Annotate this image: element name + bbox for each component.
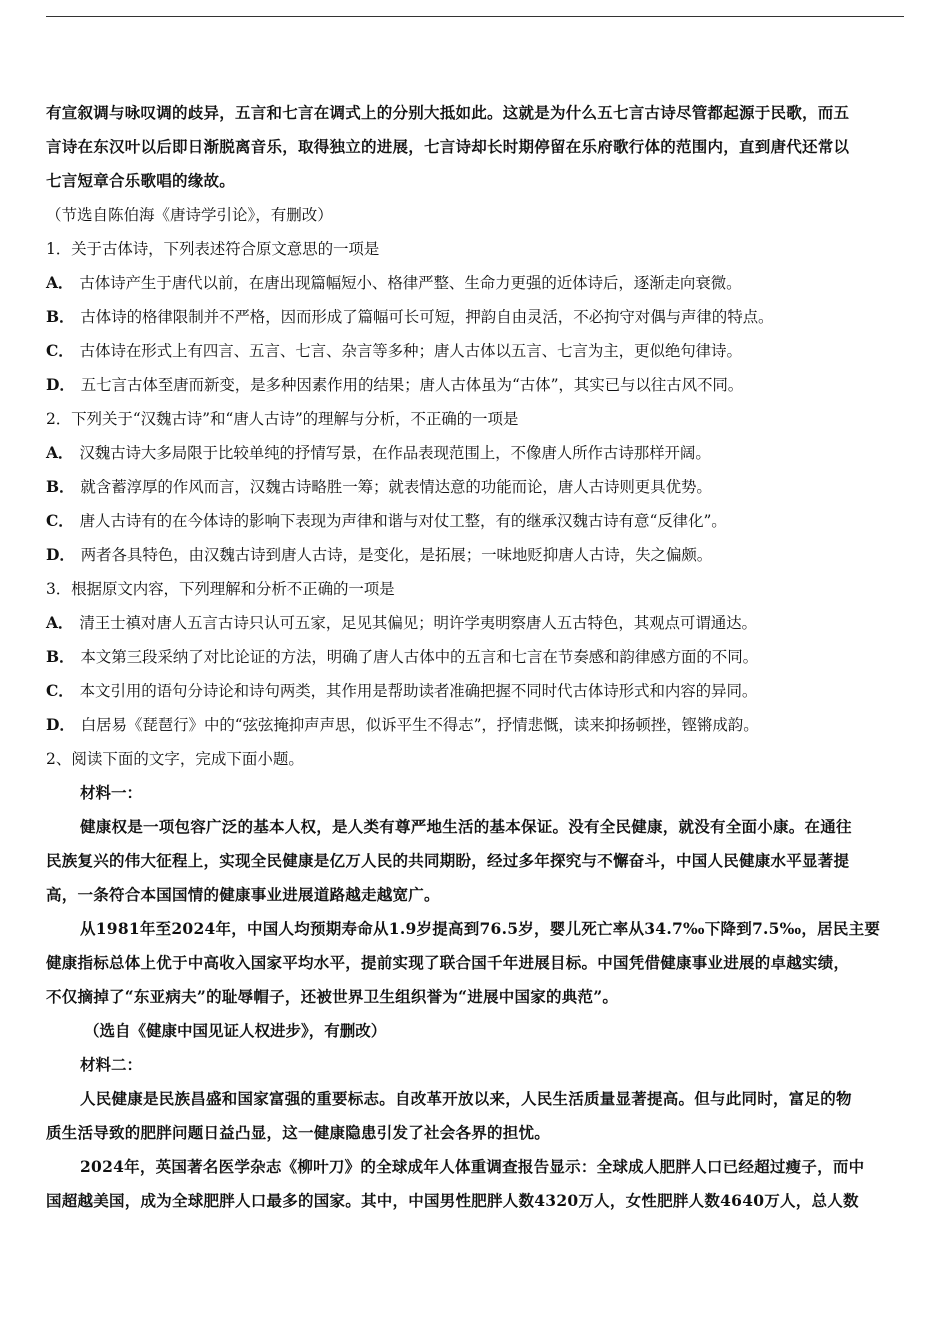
material-2-paragraph-1: [46, 1082, 904, 1150]
option-letter: D．: [46, 375, 75, 394]
section-heading: 2、阅读下面的文字，完成下面小题。: [46, 750, 304, 768]
option-d: [46, 538, 904, 572]
paragraph-line: 国超越美国，成为全球肥胖人口最多的国家。其中，中国男性肥胖人数4320万人，女性肥胖人数4640万人，总人数: [46, 1191, 859, 1210]
option-a: [46, 436, 904, 470]
option-letter: B．: [46, 647, 75, 666]
option-text: 本文引用的语句分诗论和诗句两类，其作用是帮助读者准确把握不同时代古体诗形式和内容的异同。: [79, 682, 758, 700]
passage-line: 有宣叙调与咏叹调的歧异，五言和七言在调式上的分别大抵如此。这就是为什么五七言古诗尽管都起源于民歌，而五: [46, 103, 850, 122]
option-text: 古体诗在形式上有四言、五言、七言、杂言等多种；唐人古体以五言、七言为主，更似绝句律诗。: [79, 342, 742, 360]
option-text: 唐人古诗有的在今体诗的影响下表现为声律和谐与对仗工整，有的继承汉魏古诗有意“反律化”。: [79, 512, 727, 530]
option-letter: C．: [46, 511, 74, 530]
question-stem: 2．下列关于“汉魏古诗”和“唐人古诗”的理解与分析，不正确的一项是: [46, 410, 519, 428]
top-rule: [46, 16, 904, 17]
option-a: [46, 606, 904, 640]
question-3: [46, 572, 904, 742]
option-b: [46, 300, 904, 334]
option-c: [46, 334, 904, 368]
passage-line: 七言短章合乐歌唱的缘故。: [46, 171, 236, 190]
paragraph-line: 质生活导致的肥胖问题日益凸显，这一健康隐患引发了社会各界的担忧。: [46, 1123, 551, 1142]
document-body: [46, 96, 904, 1218]
option-b: [46, 470, 904, 504]
paragraph-line: 从1981年至2024年，中国人均预期寿命从1.9岁提高到76.5岁，婴儿死亡率从34.7‰下降到7.5‰，居民主要: [80, 919, 881, 938]
question-2: [46, 402, 904, 572]
material-1-source: （选自《健康中国见证人权进步》，有删改）: [84, 1021, 387, 1040]
option-letter: A．: [46, 613, 74, 632]
option-letter: B．: [46, 307, 75, 326]
option-d: [46, 708, 904, 742]
material-2-label: 材料二：: [80, 1055, 143, 1074]
option-b: [46, 640, 904, 674]
source-note: （节选自陈伯海《唐诗学引论》，有删改）: [46, 206, 333, 224]
paragraph-line: 健康指标总体上优于中高收入国家平均水平，提前实现了联合国千年进展目标。中国凭借健康事业进展的卓越实绩，: [46, 953, 850, 972]
option-text: 五七言古体至唐而新变，是多种因素作用的结果；唐人古体虽为“古体”，其实已与以往古风不同。: [80, 376, 744, 394]
section-2: [46, 742, 904, 1218]
question-1: [46, 232, 904, 402]
option-text: 古体诗的格律限制并不严格，因而形成了篇幅可长可短，押韵自由灵活，不必拘守对偶与声律的特点。: [80, 308, 774, 326]
option-text: 两者各具特色，由汉魏古诗到唐人古诗，是变化，是拓展；一味地贬抑唐人古诗，失之偏颇。: [80, 546, 713, 564]
option-text: 白居易《琵琶行》中的“弦弦掩抑声声思，似诉平生不得志”，抒情悲慨，读来抑扬顿挫，铿锵成韵。: [80, 716, 759, 734]
paragraph-line: 2024年，英国著名医学杂志《柳叶刀》的全球成年人体重调查报告显示：全球成人肥胖人口已经超过瘦子，而中: [80, 1157, 865, 1176]
paragraph-line: 不仅摘掉了“东亚病夫”的耻辱帽子，还被世界卫生组织誉为“进展中国家的典范”。: [46, 987, 619, 1006]
material-1-label: 材料一：: [80, 783, 143, 802]
question-stem: 1．关于古体诗，下列表述符合原文意思的一项是: [46, 240, 380, 258]
passage-end: [46, 96, 904, 198]
option-letter: A．: [46, 273, 74, 292]
paragraph-line: 人民健康是民族昌盛和国家富强的重要标志。自改革开放以来，人民生活质量显著提高。但与此同时，富足的物: [80, 1089, 852, 1108]
option-letter: B．: [46, 477, 75, 496]
option-text: 清王士禛对唐人五言古诗只认可五家，足见其偏见；明许学夷明察唐人五古特色，其观点可谓通达。: [79, 614, 757, 632]
paragraph-line: 民族复兴的伟大征程上，实现全民健康是亿万人民的共同期盼，经过多年探究与不懈奋斗，中国人民健康水平显著提: [46, 851, 850, 870]
option-text: 本文第三段采纳了对比论证的方法，明确了唐人古体中的五言和七言在节奏感和韵律感方面的不同。: [80, 648, 759, 666]
question-stem: 3．根据原文内容，下列理解和分析不正确的一项是: [46, 580, 395, 598]
passage-line: 言诗在东汉叶以后即日渐脱离音乐，取得独立的进展，七言诗却长时期停留在乐府歌行体的范围内，直到唐代还常以: [46, 137, 850, 156]
paragraph-line: 高，一条符合本国国情的健康事业进展道路越走越宽广。: [46, 885, 440, 904]
option-letter: D．: [46, 545, 75, 564]
option-letter: D．: [46, 715, 75, 734]
material-1-paragraph-2: [46, 912, 904, 1014]
option-a: [46, 266, 904, 300]
option-c: [46, 674, 904, 708]
option-text: 就含蓄淳厚的作风而言，汉魏古诗略胜一筹；就表情达意的功能而论，唐人古诗则更具优势。: [80, 478, 712, 496]
option-letter: C．: [46, 341, 74, 360]
material-1-paragraph-1: [46, 810, 904, 912]
option-c: [46, 504, 904, 538]
option-text: 汉魏古诗大多局限于比较单纯的抒情写景，在作品表现范围上，不像唐人所作古诗那样开阔。: [79, 444, 711, 462]
material-2-paragraph-2: [46, 1150, 904, 1218]
paragraph-line: 健康权是一项包容广泛的基本人权，是人类有尊严地生活的基本保证。没有全民健康，就没有全面小康。在通往: [80, 817, 852, 836]
option-letter: A．: [46, 443, 74, 462]
option-text: 古体诗产生于唐代以前，在唐出现篇幅短小、格律严整、生命力更强的近体诗后，逐渐走向衰微。: [79, 274, 742, 292]
option-letter: C．: [46, 681, 74, 700]
option-d: [46, 368, 904, 402]
